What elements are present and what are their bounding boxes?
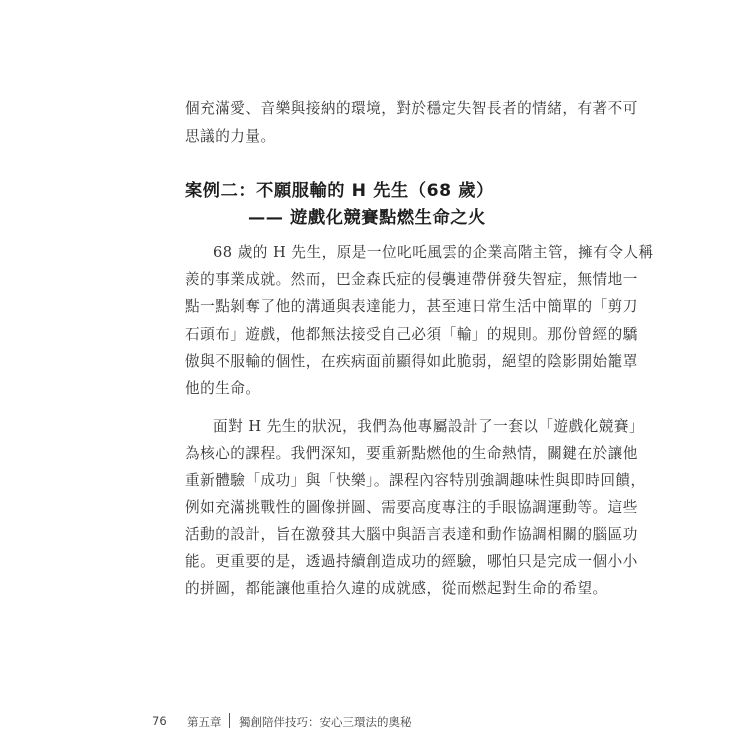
case-body-1-line-6: 他的生命。 bbox=[185, 380, 261, 397]
chapter-label: 第五章 bbox=[187, 715, 222, 729]
case-body-2-line-6: 能。更重要的是，透過持續創造成功的經驗，哪怕只是完成一個小小 bbox=[185, 553, 638, 570]
case-body-2-line-1: 面對 H 先生的狀況，我們為他專屬設計了一套以「遊戲化競賽」 bbox=[213, 418, 645, 435]
page-number: 76 bbox=[152, 714, 167, 728]
case-body-1-line-4: 石頭布」遊戲，他都無法接受自己必須「輸」的規則。那份曾經的驕 bbox=[185, 326, 638, 343]
case-body-2-line-3: 重新體驗「成功」與「快樂」。課程內容特別強調趣味性與即時回饋， bbox=[185, 472, 646, 489]
case-body-2-line-2: 為核心的課程。我們深知，要重新點燃他的生命熱情，關鍵在於讓他 bbox=[185, 445, 638, 462]
case-body-2-line-4: 例如充滿挑戰性的圖像拼圖、需要高度專注的手眼協調運動等。這些 bbox=[185, 499, 638, 516]
case-body-2-line-7: 的拼圖，都能讓他重拾久違的成就感，從而燃起對生命的希望。 bbox=[185, 580, 608, 597]
case-body-1-line-3: 點一點剝奪了他的溝通與表達能力，甚至連日常生活中簡單的「剪刀 bbox=[185, 298, 638, 315]
case-body-1-line-2: 羨的事業成就。然而，巴金森氏症的侵襲連帶併發失智症，無情地一 bbox=[185, 271, 638, 288]
case-heading-subtitle: —— 遊戲化競賽點燃生命之火 bbox=[248, 208, 486, 228]
case-body-1-line-1: 68 歲的 H 先生，原是一位叱吒風雲的企業高階主管，擁有令人稱 bbox=[213, 244, 654, 261]
case-body-1-line-5: 傲與不服輸的個性，在疾病面前顯得如此脆弱，絕望的陰影開始籠罩 bbox=[185, 353, 638, 370]
intro-line-1: 個充滿愛、音樂與接納的環境，對於穩定失智長者的情緒，有著不可 bbox=[185, 100, 638, 117]
page-footer bbox=[0, 712, 750, 732]
case-body-2-line-5: 活動的設計，旨在激發其大腦中與語言表達和動作協調相關的腦區功 bbox=[185, 526, 638, 543]
intro-line-2: 思議的力量。 bbox=[185, 128, 276, 145]
running-title: 獨創陪伴技巧：安心三環法的奧秘 bbox=[239, 715, 412, 729]
case-heading-title: 案例二：不願服輸的 H 先生（68 歲） bbox=[185, 181, 494, 201]
footer-divider bbox=[229, 713, 230, 728]
